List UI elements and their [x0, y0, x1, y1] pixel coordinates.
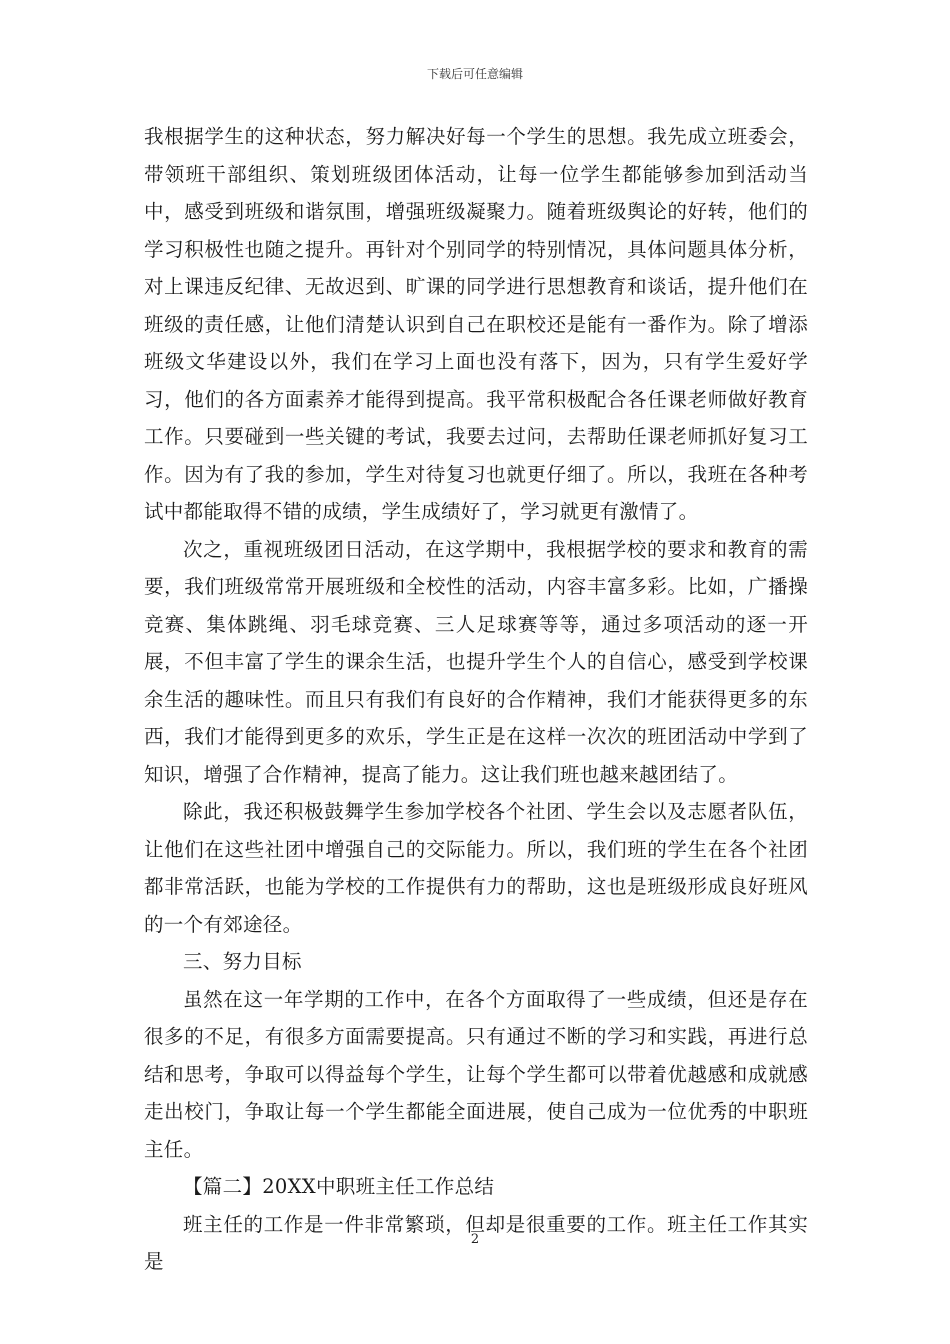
- section-heading-goals: 三、努力目标: [183, 950, 302, 973]
- paragraph-part-two-intro: 班主任的工作是一件非常繁琐，但却是很重要的工作。班主任工作其实是: [144, 1212, 808, 1273]
- paragraph-class-committee: 我根据学生的这种状态，努力解决好每一个学生的思想。我先成立班委会，带领班干部组织、策划班级团体活动，让每一位学生都能够参加到活动当中，感受到班级和谐氛围，增强班级凝聚力。随着班级舆论的好转，他们的学习积极性也随之提升。再针对个别同学的特别情况，具体问题具体分析，对上课违反纪律、无故迟到、旷课的同学进行思想教育和谈话，提升他们在班级的责任感，让他们清楚认识到自己在职校还是能有一番作为。除了增添班级文华建设以外，我们在学习上面也没有落下，因为，只有学生爱好学习，他们的各方面素养才能得到提高。我平常积极配合各任课老师做好教育工作。只要碰到一些关键的考试，我要去过问，去帮助任课老师抓好复习工作。因为有了我的参加，学生对待复习也就更仔细了。所以，我班在各种考试中都能取得不错的成绩，学生成绩好了，学习就更有激情了。: [144, 125, 808, 523]
- paragraph-league-activities: 次之，重视班级团日活动，在这学期中，我根据学校的要求和教育的需要，我们班级常常开展班级和全校性的活动，内容丰富多彩。比如，广播操竞赛、集体跳绳、羽毛球竞赛、三人足球赛等等，通过多项活动的逐一开展，不但丰富了学生的课余生活，也提升学生个人的自信心，感受到学校课余生活的趣味性。而且只有我们有良好的合作精神，我们才能获得更多的东西，我们才能得到更多的欢乐，学生正是在这样一次次的班团活动中学到了知识，增强了合作精神，提高了能力。这让我们班也越来越团结了。: [144, 537, 808, 786]
- page-header-note: 下载后可任意编辑: [426, 67, 523, 81]
- document-body: [144, 118, 808, 1281]
- paragraph-goals: 虽然在这一年学期的工作中，在各个方面取得了一些成绩，但还是存在很多的不足，有很多方面需要提高。只有通过不断的学习和实践，再进行总结和思考，争取可以得益每个学生，让每个学生都可以带着优越感和成就感走出校门，争取让每一个学生都能全面进展，使自己成为一位优秀的中职班主任。: [144, 987, 808, 1161]
- article-heading-part-two: 【篇二】20XX中职班主任工作总结: [183, 1175, 495, 1198]
- paragraph-clubs: 除此，我还积极鼓舞学生参加学校各个社团、学生会以及志愿者队伍，让他们在这些社团中增强自己的交际能力。所以，我们班的学生在各个社团都非常活跃，也能为学校的工作提供有力的帮助，这也是班级形成良好班风的一个有郊途径。: [144, 800, 808, 936]
- page-number: 2: [470, 1232, 480, 1247]
